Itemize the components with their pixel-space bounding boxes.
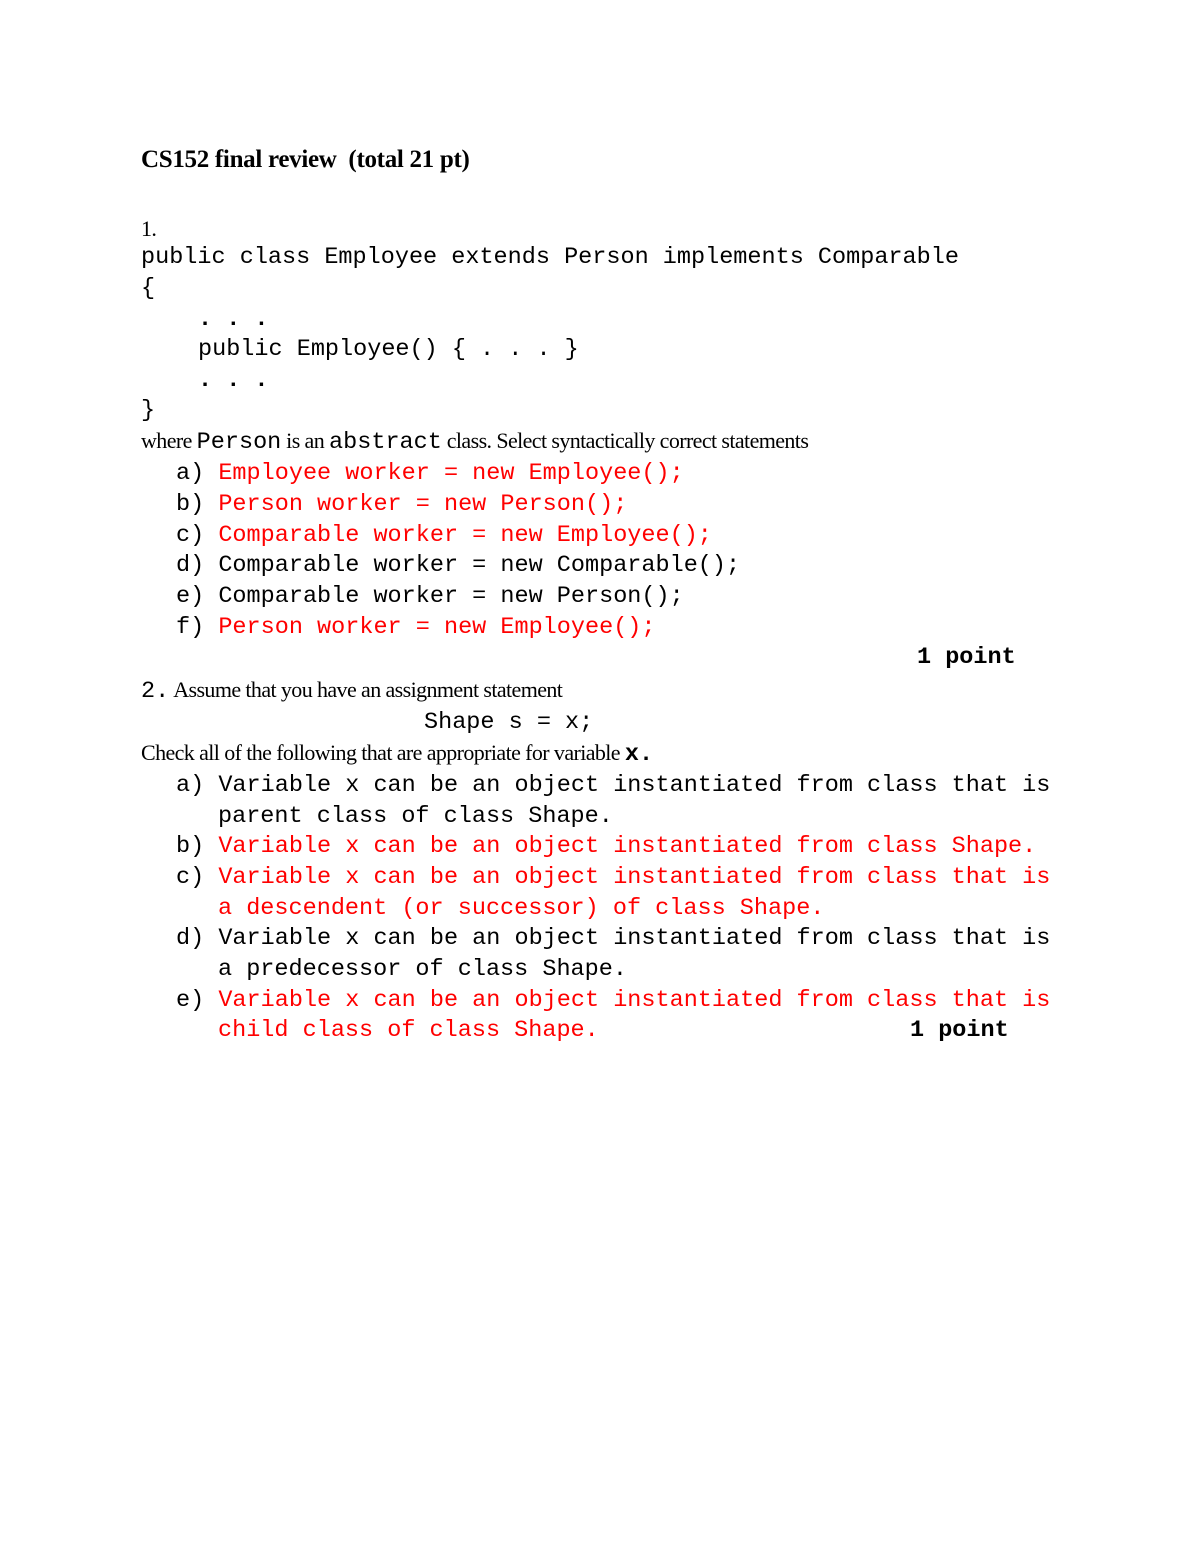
q1-option-c-text: Comparable worker = new Employee(); [218,522,712,549]
q2-option-c-line2: a descendent (or successor) of class Shape. [218,895,825,922]
q1-prompt-abstract: abstract [329,429,442,456]
q2-prompt-text: Assume that you have an assignment statement [173,677,563,702]
q2-option-a-letter: a) [176,772,205,799]
q2-points: 1 point [910,1017,1009,1044]
q2-option-c-letter: c) [176,864,205,891]
q2-option-d-line1: Variable x can be an object instantiated from class that is [218,925,1051,952]
q2-option-b [176,835,1036,859]
q1-option-d [176,554,740,578]
q1-option-a [176,462,684,486]
q1-points: 1 point [917,644,1016,671]
q2-option-c-line1: Variable x can be an object instantiated from class that is [218,864,1051,891]
q1-code-line-4: public Employee() { . . . } [198,336,579,363]
q1-option-e-text: Comparable worker = new Person(); [218,583,684,610]
q1-option-f-text: Person worker = new Employee(); [218,614,656,641]
q1-option-d-text: Comparable worker = new Comparable(); [218,552,741,579]
q2-option-d-line2: a predecessor of class Shape. [218,956,627,983]
q1-option-a-letter: a) [176,460,205,487]
q1-option-f [176,616,656,640]
q2-option-a-line2: parent class of class Shape. [218,803,613,830]
q1-prompt-person: Person [196,429,282,456]
q2-option-e-line2: child class of class Shape. [218,1017,599,1044]
page-title: CS152 final review (total 21 pt) [141,146,470,173]
q1-option-a-text: Employee worker = new Employee(); [218,460,684,487]
q1-code-line-6: } [141,397,156,424]
q1-code-line-5: . . . [198,367,269,394]
q2-number: 2. [141,678,170,705]
q2-check-var: x. [624,741,654,768]
q2-option-d [176,927,1050,951]
q2-option-e-line1: Variable x can be an object instantiated from class that is [218,987,1051,1014]
q1-option-e-letter: e) [176,583,205,610]
q2-option-a-line1: Variable x can be an object instantiated from class that is [218,772,1051,799]
q1-code-line-2: { [141,275,156,302]
q2-option-c [176,866,1050,890]
q2-option-e-letter: e) [176,987,205,1014]
q2-option-b-line1: Variable x can be an object instantiated from class Shape. [218,833,1037,860]
q1-prompt-part-2: is an [281,428,330,453]
q2-option-d-letter: d) [176,925,205,952]
q2-option-a [176,774,1050,798]
q2-check-text: Check all of the following that are appropriate for variable [141,740,625,765]
q1-option-c [176,524,712,548]
q1-option-b-text: Person worker = new Person(); [218,491,628,518]
q1-option-c-letter: c) [176,522,205,549]
q2-prompt [141,679,562,704]
q1-option-b-letter: b) [176,491,205,518]
q1-option-b [176,493,627,517]
q1-prompt [141,430,808,455]
q2-check-line [141,742,653,767]
q2-option-e [176,989,1050,1013]
q1-code-line-1: public class Employee extends Person implements Comparable [141,244,959,271]
q1-option-d-letter: d) [176,552,205,579]
q2-option-b-letter: b) [176,833,205,860]
q1-prompt-part-1: where [141,428,197,453]
q1-prompt-part-3: class. Select syntactically correct statements [441,428,809,453]
q1-option-f-letter: f) [176,614,205,641]
q1-code-line-3: . . . [198,306,269,333]
q1-number: 1. [141,216,157,241]
q1-option-e [176,585,684,609]
q2-statement: Shape s = x; [424,709,594,736]
